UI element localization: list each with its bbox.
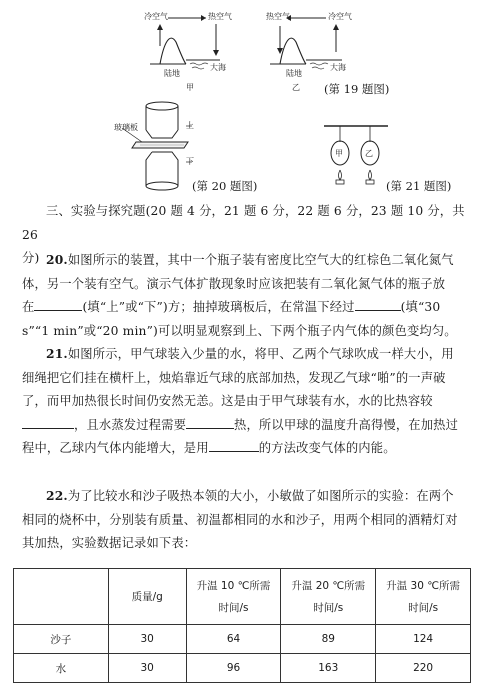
table-cell: 沙子 [14,625,109,654]
fig21-balloon-b: 乙 [365,149,373,158]
table-header-cell: 升温 20 ℃所需 时间/s [281,569,376,625]
fig20-glass-label: 玻璃板 [114,123,138,132]
fig19-yi-cold-air: 冷空气 [328,12,352,21]
question-22 [22,484,466,556]
question-21 [22,342,466,461]
fig19-yi-hot-air: 热空气 [266,12,290,21]
q21-number: 21. [46,346,68,361]
q21-line3: 了，而甲加热很长时间仍安然无恙。这是由于甲气球装有水，水的比热容较 [22,394,433,408]
section-heading-line2: 分) [22,251,40,265]
table-cell: 96 [186,654,281,683]
q22-line2: 相同的烧杯中，分别装有质量、初温都相同的水和沙子，用两个相同的酒精灯对 [22,512,458,527]
q20-blank-2[interactable] [355,298,401,311]
table-cell: 124 [376,625,471,654]
fig19-jia-sea: 大海 [210,63,226,72]
table-cell: 水 [14,654,109,683]
table-cell: 163 [281,654,376,683]
q21-line2: 细绳把它们挂在横杆上，烛焰靠近气球的底部加热，发现乙气球“啪”的一声破 [22,370,446,385]
fig19-yi-land: 陆地 [286,69,302,78]
q20-line2: 体，另一个装有空气。演示气体扩散现象时应该把装有二氧化氮气体的瓶子放 [22,276,446,291]
figure-19 [130,2,450,98]
q22-line3: 其加热，实验数据记录如下表： [22,536,197,550]
q22-line1: 为了比较水和沙子吸热本领的大小，小敏做了如图所示的实验：在两个 [67,489,454,503]
q20-line4: s”“1 min”或“20 min”)可以明显观察到上、下两个瓶子内气体的颜色变均匀。 [22,323,457,338]
q21-line1: 如图所示，甲气球装入少量的水，将甲、乙两个气球吹成一样大小，用 [67,347,454,361]
fig21-balloon-a: 甲 [335,149,343,158]
q20-number: 20. [46,252,68,267]
q21-line4a: ，且水蒸发过程需要 [74,417,187,432]
q20-line3b: (填“上”或“下”)方；抽掉玻璃板后，在常温下经过 [82,300,355,314]
section-heading-line1: 三、实验与探究题(20 题 4 分，21 题 6 分，22 题 6 分，23 题 10 分，共 26 [22,204,465,242]
fig20-lower-label: 下 [186,157,194,166]
q20-blank-1[interactable] [34,298,82,311]
fig19-jia-cold-air: 冷空气 [144,12,168,21]
figure-21 [318,120,468,196]
table-row [14,625,471,654]
fig19-jia-hot-air: 热空气 [208,12,232,21]
figure-20 [100,98,280,198]
q21-line5b: 的方法改变气体的内能。 [258,441,396,455]
table-row [14,654,471,683]
data-table [13,568,471,683]
fig21-caption: (第 21 题图) [386,179,452,193]
q22-number: 22. [46,488,68,503]
table-header-cell [14,569,109,625]
q20-line1: 如图所示的装置，其中一个瓶子装有密度比空气大的红棕色二氧化氮气 [67,253,454,267]
table-cell: 64 [186,625,281,654]
q20-line3c: (填“30 [400,300,441,314]
q20-line3a: 在 [22,300,35,314]
table-cell: 89 [281,625,376,654]
fig20-upper-label: 上 [186,121,194,130]
table-header-cell: 升温 10 ℃所需 时间/s [186,569,281,625]
fig19-caption: (第 19 题图) [324,82,390,96]
question-20 [22,248,466,343]
fig19-jia-name: 甲 [186,83,194,92]
fig19-yi-name: 乙 [292,83,300,92]
fig19-yi-sea: 大海 [330,63,346,72]
fig19-jia-land: 陆地 [164,69,180,78]
q21-blank-1[interactable] [22,416,74,429]
figure-19-drawing [130,2,450,98]
table-header-cell: 质量/g [108,569,186,625]
table-cell: 220 [376,654,471,683]
q21-blank-2[interactable] [186,416,234,429]
table-cell: 30 [108,625,186,654]
q21-line4b: 热，所以甲球的温度升高得慢，在加热过 [234,417,459,432]
table-header-row [14,569,471,625]
table-header-cell: 升温 30 ℃所需 时间/s [376,569,471,625]
q21-line5a: 程中，乙球内气体内能增大，是用 [22,441,209,455]
q21-blank-3[interactable] [209,439,259,452]
table-cell: 30 [108,654,186,683]
fig20-caption: (第 20 题图) [192,179,258,193]
